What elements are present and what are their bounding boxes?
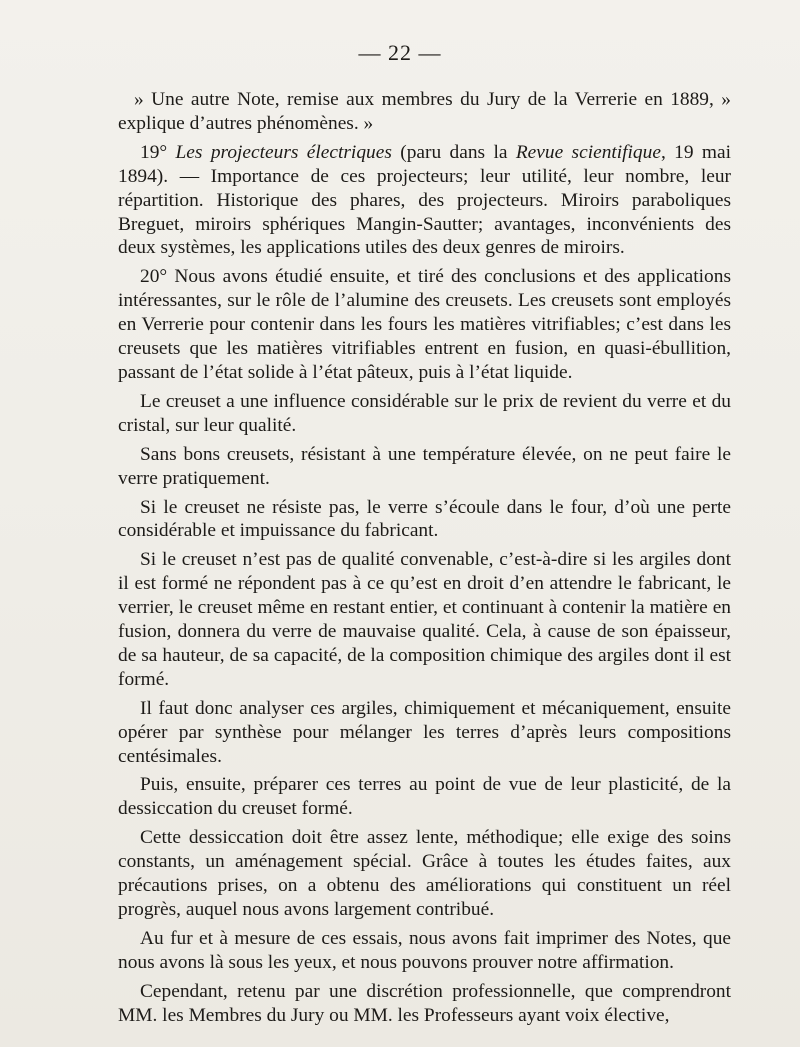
paragraph-text: Il faut donc analyser ces argiles, chimiquement et mécaniquement, ensuite opérer par synthèse pour mélanger les terres d’après leurs compositions centésimales. xyxy=(118,697,731,767)
paragraph-number: 19° xyxy=(140,141,176,163)
paragraph-text: Si le creuset ne résiste pas, le verre s’écoule dans le four, d’où une perte considérable et impuissance du fabricant. xyxy=(118,496,731,542)
paragraph xyxy=(118,773,731,821)
paragraph-text: (paru dans la xyxy=(391,141,516,163)
paragraph xyxy=(118,390,731,438)
paragraph-text: Si le creuset n’est pas de qualité convenable, c’est-à-dire si les argiles dont il est formé ne répondent pas à ce qu’est en droit d’en attendre le fabricant, le verrier, le creuset même en restant entier, et continuant à contenir la matière en fusion, donnera du verre de mauvaise qualité. Cela, à cause de son épaisseur, de sa hauteur, de sa capacité, de la composition chimique des argiles dont il est formé. xyxy=(118,549,731,690)
paragraph-text: Puis, ensuite, préparer ces terres au point de vue de leur plasticité, de la dessiccation du creuset formé. xyxy=(118,774,731,820)
paragraph-text: » Une autre Note, remise aux membres du Jury de la Verrerie en 1889, » explique d’autres phénomènes. » xyxy=(118,89,731,134)
paragraph xyxy=(118,697,731,769)
paragraph xyxy=(118,980,731,1028)
paragraph xyxy=(118,548,731,691)
paragraph-text: Cependant, retenu par une discrétion professionnelle, que comprendront MM. les Membres du Jury ou MM. les Professeurs ayant voix élective, xyxy=(118,980,731,1026)
paragraph-text: Cette dessiccation doit être assez lente, méthodique; elle exige des soins constants, un aménagement spécial. Grâce à toutes les études faites, aux précautions prises, on a obtenu des améliorations qui constituent un réel progrès, auquel nous avons largement contribué. xyxy=(118,827,731,920)
paragraph-text: , 19 mai 1894). — Importance de ces projecteurs; leur utilité, leur nombre, leur répartition. Historique des phares, des projecteurs. Miroirs paraboliques Breguet, miroirs sphériques Mangin-Sautter; avantages, inconvénients des deux systèmes, les applications utiles des deux genres de miroirs. xyxy=(118,141,731,259)
paragraph xyxy=(118,88,731,136)
paragraph-text: Au fur et à mesure de ces essais, nous avons fait imprimer des Notes, que nous avons là sous les yeux, et nous pouvons prouver notre affirmation. xyxy=(118,927,731,973)
paragraph xyxy=(118,496,731,544)
paragraph-text: Le creuset a une influence considérable sur le prix de revient du verre et du cristal, sur leur qualité. xyxy=(118,390,731,436)
paragraph xyxy=(118,265,731,385)
page-number: — 22 — xyxy=(358,40,442,65)
publication-name: Revue scientifique xyxy=(515,141,661,163)
paragraph-text: Sans bons creusets, résistant à une température élevée, on ne peut faire le verre pratiquement. xyxy=(118,443,731,489)
body-text xyxy=(118,88,731,1033)
article-title: Les projecteurs électriques xyxy=(175,141,392,163)
paragraph xyxy=(118,927,731,975)
paragraph xyxy=(118,443,731,491)
paragraph xyxy=(118,826,731,922)
paragraph-text: 20° Nous avons étudié ensuite, et tiré des conclusions et des applications intéressantes, sur le rôle de l’alumine des creusets. Les creusets sont employés en Verrerie pour contenir dans les fours les matières vitrifiables; c’est dans les creusets que les matières vitrifiables entrent en fusion, en quasi-ébullition, passant de l’état solide à l’état pâteux, puis à l’état liquide. xyxy=(118,266,731,383)
paragraph xyxy=(118,141,731,261)
